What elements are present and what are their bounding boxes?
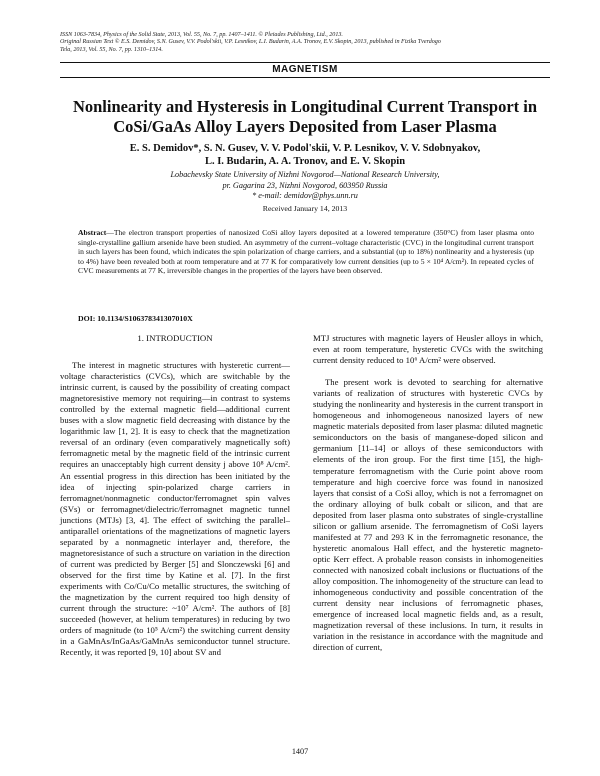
affiliation-line-2: pr. Gagarina 23, Nizhni Novgorod, 603950 Russia (222, 180, 388, 190)
journal-line-1: ISSN 1063-7834, Physics of the Solid State, 2013, Vol. 55, No. 7, pp. 1407–1411. © Pleiades Publishing, Ltd., 2013. (60, 32, 343, 38)
affiliation-line-1: Lobachevsky State University of Nizhni Novgorod—National Research University, (170, 170, 440, 179)
received-date: Received January 14, 2013 (262, 204, 348, 213)
journal-line-3: Tela, 2013, Vol. 55, No. 7, pp. 1310–1314. (60, 46, 163, 53)
journal-citation (60, 32, 550, 54)
section-heading-introduction: 1. INTRODUCTION (137, 333, 213, 343)
intro-paragraph-1-continued: MTJ structures with magnetic layers of Heusler alloys in which, even at room temperature, hysteretic CVCs with the switching current density reduced to 10⁶ A/cm² were observed. (313, 333, 543, 366)
authors-line-1: E. S. Demidov*, S. N. Gusev, V. V. Podol'skii, V. P. Lesnikov, V. V. Sdobnyakov, (129, 143, 481, 154)
article-title: Nonlinearity and Hysteresis in Longitudinal Current Transport in CoSi/GaAs Alloy Layers Deposited from Laser Plasma (72, 97, 538, 136)
abstract-text: —The electron transport properties of nanosized CoSi alloy layers deposited at a lowered temperature (350°C) from laser plasma onto single-crystalline gallium arsenide have been studied. An asymmetry of the current–voltage characteristic (CVC) in the longitudinal current transport in such layers has been found, which indicates the spin polarization of charge carriers, and a substantial (up to 18%) nonlinearity and a hysteresis (up to 4%) have been revealed both at room temperature and at 77 K for comparatively low current densities (up to 5 × 10⁴ A/cm²). In repeated cycles of CVC measurements at 77 K, irreversible changes in the properties of the layers have been observed. (78, 228, 534, 276)
authors-line-2: L. I. Budarin, A. A. Tronov, and E. V. Skopin (204, 156, 406, 167)
section-label: MAGNETISM (60, 62, 550, 78)
left-column (60, 333, 290, 658)
right-column (313, 333, 543, 653)
journal-line-2: Original Russian Text © E.S. Demidov, S.N. Gusev, V.V. Podol'skii, V.P. Lesnikov, L.I. Budarin, A.A. Tronov, E.V. Skopin, 2013, published in Fizika Tverdogo (60, 39, 441, 46)
affiliation (60, 170, 550, 202)
author-list (60, 142, 550, 168)
doi: DOI: 10.1134/S106378341307010X (78, 314, 193, 323)
intro-paragraph-1: The interest in magnetic structures with hysteretic current—voltage characteristics (CVCs), which are switchable by the intrinsic current, is caused by the possibility of creating compact magnetoresistive memory not requiring—in contrast to systems controlled by the external magnetic field—additional current buses with a slow magnetic field decreasing with distance by the logarithmic law [1, 2]. It is easy to check that the magnetization reversal of an ordinary (even comparatively magnetically soft) ferromagnetic metal by the magnetic field of the intrinsic current requires an unacceptably high current density j above 10⁸ A/cm². An essential progress in this direction has been initiated by the idea of injecting spin-polarized charge carriers in ferromagnet/nonmagnetic conductor/ferromagnet spin valves (SVs) or ferromagnet/dielectric/ferromagnet magnetic tunnel junctions (MTJs) [3, 4]. The effect of switching the parallel–antiparallel orientations of the magnetizations of magnetic layers separated by a nonmagnetic interlayer and, therefore, the magnetoresistance of such a structure on variation in the direction of current was predicted by Berger [5] and Slonczewski [6] and observed for the first time by Katine et al. [7]. In the first experiments with Co/Cu/Co metallic structures, the switching of the magnetization by the current required too high density of current through the structure: ~10⁷ A/cm². The authors of [8] succeeded (however, at helium temperatures) in reducing by two orders of magnitude (to 10⁵ A/cm²) the switching current density in a GaMnAs/InGaAs/GaMnAs semiconductor tunnel structure. Recently, it was reported [9, 10] about SV and (60, 360, 290, 658)
abstract-label: Abstract (78, 228, 107, 237)
page-number: 1407 (291, 747, 309, 756)
abstract (78, 228, 534, 276)
author-email: * e-mail: demidov@phys.unn.ru (252, 191, 358, 200)
intro-paragraph-2: The present work is devoted to searching for alternative variants of realization of structures with hysteretic CVCs by studying the nonlinearity and hysteresis in the current transport in homogeneous and inhomogeneous nanosized layers of new magnetic materials deposited from laser plasma: diluted magnetic semiconductors on the basis of manganese-doped silicon and germanium [11–14] or alloys of these semiconductors with elements of the iron group. For the first time [15], the high-temperature ferromagnetism with the Curie point above room temperature and high coercive force was found in nanosized layers that consist of a CoSi alloy, which is not a ferromagnet on the ordinary alloying of bulk cobalt or silicon, and that are deposited from laser plasma onto substrates of single-crystalline silicon or gallium arsenide. The ferromagnetism of CoSi layers manifested at 77 and 293 K in the ferromagnetic resonance, the hysteretic anomalous Hall effect, and the hysteretic magneto-optic Kerr effect. A probable reason consists in inhomogeneities connected with nanosized cobalt inclusions or fluctuations of the alloy composition. The inhomogeneity of the structure can lead to inhomogeneous conductivity and possible concentration of the current density near inclusions of ferromagnetic phases, emergence of increased local magnetic fields and, as a result, magnetization reversal of these inclusions. In turn, it results in variation in the resistance in accordance with the magnitude and direction of current, (313, 377, 543, 653)
